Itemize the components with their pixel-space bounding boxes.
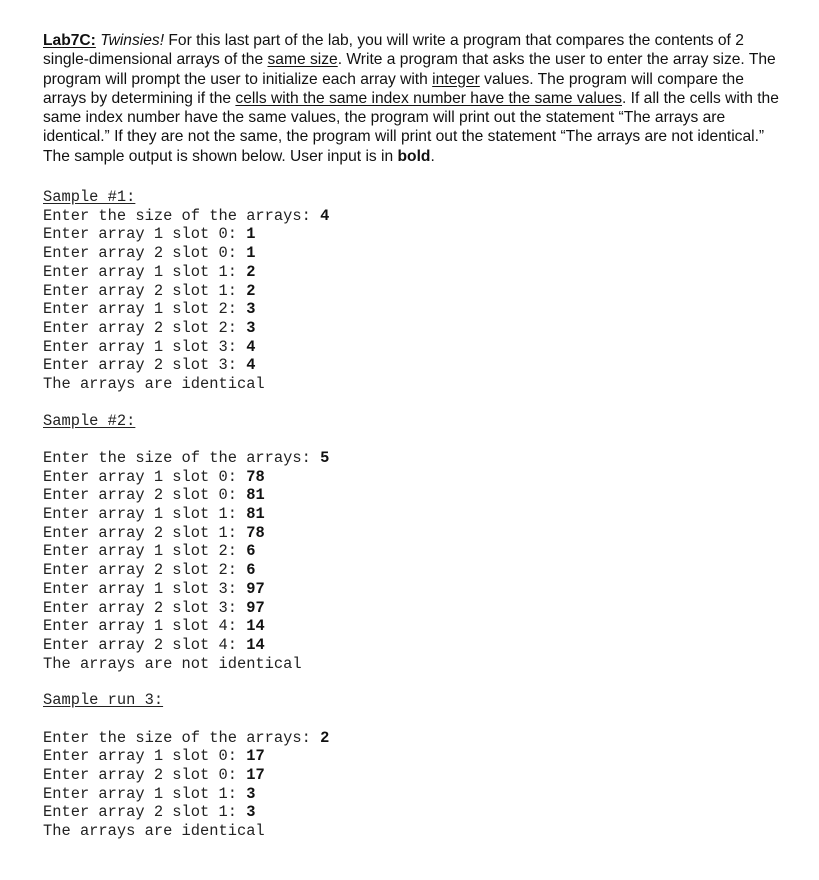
lab-label: Lab7C: <box>43 32 96 49</box>
console-prompt: Enter array 1 slot 0: <box>43 747 247 766</box>
console-line <box>43 599 788 618</box>
console-line <box>43 542 788 561</box>
console-prompt: Enter array 2 slot 1: <box>43 803 247 822</box>
console-prompt: Enter array 1 slot 3: <box>43 579 247 598</box>
sample-block-3 <box>43 691 788 841</box>
user-input: 3 <box>246 318 256 337</box>
user-input: 6 <box>246 561 256 580</box>
console-prompt: Enter array 1 slot 4: <box>43 617 247 636</box>
console-prompt: Enter array 1 slot 2: <box>43 300 247 319</box>
user-input: 1 <box>246 244 256 263</box>
user-input: 4 <box>246 337 256 356</box>
emphasis-integer: integer <box>432 70 480 88</box>
user-input: 4 <box>320 206 330 225</box>
console-line <box>43 244 788 263</box>
user-input: 78 <box>246 523 265 542</box>
console-prompt: Enter array 2 slot 0: <box>43 244 247 263</box>
sample-title: Sample #2: <box>43 411 136 430</box>
console-line <box>43 449 788 468</box>
console-line <box>43 617 788 636</box>
console-line <box>43 282 788 301</box>
description-text: . Write a program that asks the user to enter the array size. The program will prompt the user to initialize each array with <box>43 51 776 88</box>
lab-title: Twinsies! <box>100 32 165 49</box>
console-prompt: Enter array 1 slot 0: <box>43 225 247 244</box>
blank-line <box>43 430 788 449</box>
blank-line <box>43 710 788 729</box>
console-prompt: Enter array 1 slot 1: <box>43 505 247 524</box>
sample-title-line <box>43 691 788 710</box>
user-input: 14 <box>246 617 265 636</box>
console-prompt: Enter the size of the arrays: <box>43 206 321 225</box>
console-prompt: Enter array 1 slot 0: <box>43 467 247 486</box>
console-prompt: Enter array 2 slot 3: <box>43 598 247 617</box>
user-input: 97 <box>246 598 265 617</box>
console-prompt: Enter array 2 slot 2: <box>43 318 247 337</box>
console-line <box>43 766 788 785</box>
user-input: 17 <box>246 747 265 766</box>
console-prompt: The arrays are identical <box>43 374 265 393</box>
user-input: 14 <box>246 635 265 654</box>
user-input: 81 <box>246 486 265 505</box>
user-input: 81 <box>246 505 265 524</box>
console-line <box>43 636 788 655</box>
console-prompt: Enter array 2 slot 4: <box>43 635 247 654</box>
console-prompt: Enter array 2 slot 2: <box>43 561 247 580</box>
user-input: 78 <box>246 467 265 486</box>
console-prompt: Enter the size of the arrays: <box>43 449 321 468</box>
user-input: 2 <box>320 728 330 747</box>
sample-title: Sample run 3: <box>43 691 164 710</box>
console-prompt: Enter array 2 slot 1: <box>43 281 247 300</box>
console-prompt: Enter array 2 slot 3: <box>43 356 247 375</box>
description-text: . <box>430 147 435 165</box>
user-input: 3 <box>246 784 256 803</box>
document-page <box>43 31 788 841</box>
user-input: 3 <box>246 300 256 319</box>
console-prompt: Enter array 2 slot 0: <box>43 486 247 505</box>
sample-title-line <box>43 188 788 207</box>
user-input: 17 <box>246 766 265 785</box>
console-line <box>43 655 788 674</box>
console-line <box>43 225 788 244</box>
console-line <box>43 338 788 357</box>
console-line <box>43 785 788 804</box>
console-line <box>43 822 788 841</box>
sample-block-1 <box>43 188 788 394</box>
sample-block-2 <box>43 412 788 674</box>
console-line <box>43 375 788 394</box>
user-input: 4 <box>246 356 256 375</box>
user-input: 5 <box>320 449 330 468</box>
console-line <box>43 729 788 748</box>
console-prompt: Enter array 2 slot 1: <box>43 523 247 542</box>
console-prompt: Enter array 2 slot 0: <box>43 766 247 785</box>
console-prompt: Enter array 1 slot 2: <box>43 542 247 561</box>
console-prompt: The arrays are identical <box>43 822 265 841</box>
user-input: 1 <box>246 225 256 244</box>
emphasis-same-index: cells with the same index number have the same values <box>235 89 622 107</box>
description-text: For this last part of the lab, you will write a program that compares the contents of 2 single-dimensional arrays of the <box>43 32 744 69</box>
console-prompt: Enter array 1 slot 1: <box>43 262 247 281</box>
console-line <box>43 356 788 375</box>
console-line <box>43 468 788 487</box>
user-input: 97 <box>246 579 265 598</box>
console-prompt: Enter the size of the arrays: <box>43 728 321 747</box>
console-line <box>43 561 788 580</box>
description-text: . If all the cells with the same index number have the same values, the program will print out the statement “The arrays are identical.” If they are not the same, the program will print out the statement “The arrays are not identical.” The sample output is shown below. User input is in <box>43 89 779 165</box>
console-line <box>43 505 788 524</box>
lab-description <box>43 31 788 166</box>
console-prompt: Enter array 1 slot 3: <box>43 337 247 356</box>
bold-word: bold <box>397 147 431 165</box>
user-input: 2 <box>246 281 256 300</box>
console-line <box>43 524 788 543</box>
sample-title: Sample #1: <box>43 188 136 207</box>
console-line <box>43 486 788 505</box>
user-input: 2 <box>246 262 256 281</box>
user-input: 3 <box>246 803 256 822</box>
console-line <box>43 207 788 226</box>
console-line <box>43 319 788 338</box>
console-line <box>43 300 788 319</box>
console-line <box>43 803 788 822</box>
description-text: values. The program will compare the arrays by determining if the <box>43 70 744 107</box>
console-line <box>43 747 788 766</box>
console-line <box>43 580 788 599</box>
console-prompt: Enter array 1 slot 1: <box>43 784 247 803</box>
user-input: 6 <box>246 542 256 561</box>
sample-title-line <box>43 412 788 431</box>
console-prompt: The arrays are not identical <box>43 654 302 673</box>
console-line <box>43 263 788 282</box>
emphasis-same-size: same size <box>267 51 338 69</box>
